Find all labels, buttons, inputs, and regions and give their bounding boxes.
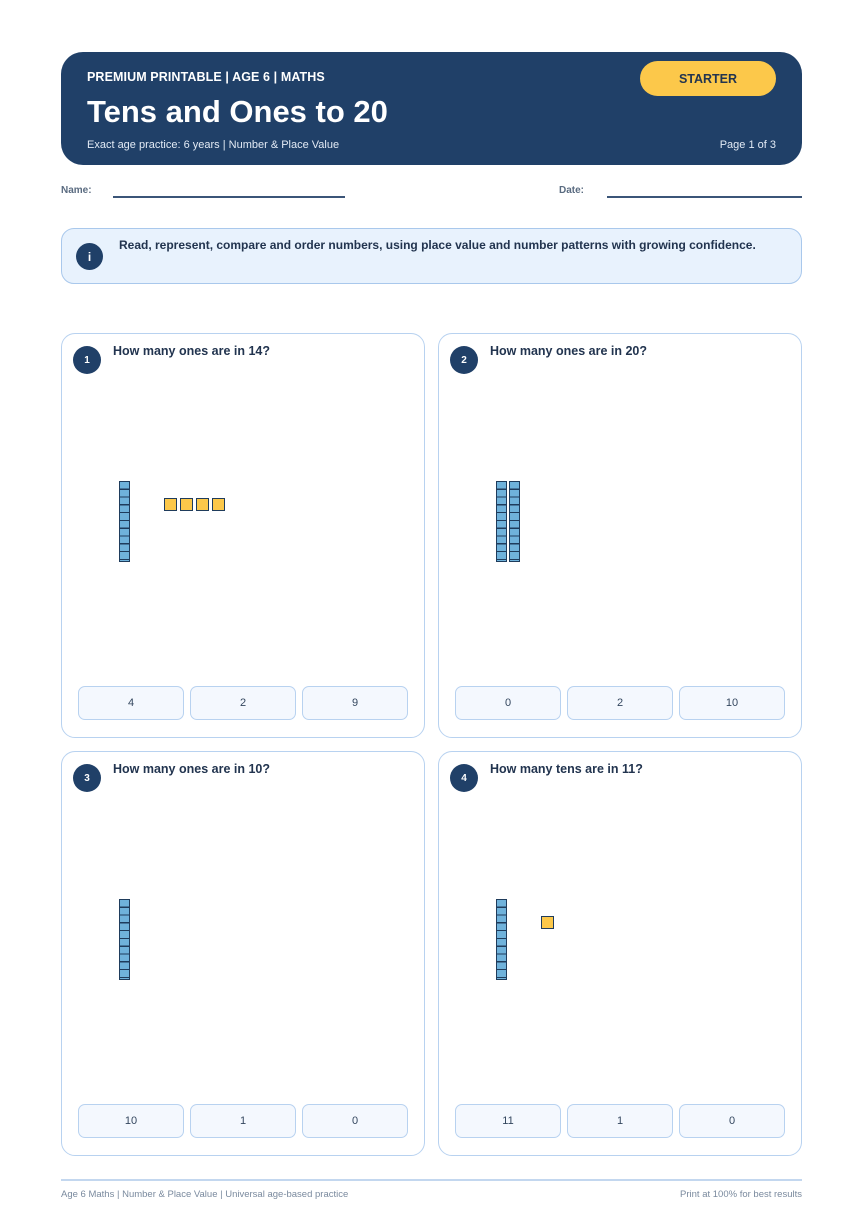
answer-option[interactable]: 0 bbox=[455, 686, 561, 720]
date-label: Date: bbox=[559, 185, 585, 196]
one-cube-block bbox=[541, 916, 554, 929]
name-date-row bbox=[61, 185, 802, 199]
date-field[interactable] bbox=[607, 196, 802, 198]
name-field[interactable] bbox=[113, 196, 345, 198]
answer-options bbox=[78, 686, 408, 720]
ten-rod-block bbox=[119, 899, 130, 980]
ten-rod-block bbox=[496, 481, 507, 562]
ten-rod-block bbox=[119, 481, 130, 562]
footer-divider bbox=[61, 1179, 802, 1181]
answer-option[interactable]: 2 bbox=[190, 686, 296, 720]
one-cube-block bbox=[164, 498, 177, 511]
answer-options bbox=[78, 1104, 408, 1138]
level-badge: STARTER bbox=[640, 61, 776, 96]
question-number: 1 bbox=[73, 346, 101, 374]
question-text: How many tens are in 11? bbox=[490, 762, 643, 776]
answer-option[interactable]: 0 bbox=[679, 1104, 785, 1138]
footer-right-text: Print at 100% for best results bbox=[680, 1189, 802, 1200]
page-indicator: Page 1 of 3 bbox=[719, 139, 776, 151]
learning-objective-text: Read, represent, compare and order numbers, using place value and number patterns with growing confidence. bbox=[119, 238, 756, 252]
question-card-2 bbox=[438, 333, 802, 738]
question-number: 2 bbox=[450, 346, 478, 374]
footer-left-text: Age 6 Maths | Number & Place Value | Universal age-based practice bbox=[61, 1189, 349, 1200]
ten-rod-block bbox=[509, 481, 520, 562]
ten-rod-block bbox=[496, 899, 507, 980]
worksheet-header bbox=[61, 52, 802, 165]
answer-option[interactable]: 9 bbox=[302, 686, 408, 720]
page-title: Tens and Ones to 20 bbox=[87, 94, 388, 129]
header-subtitle: Exact age practice: 6 years | Number & Place Value bbox=[87, 139, 340, 151]
question-card-1 bbox=[61, 333, 425, 738]
learning-objective-box bbox=[61, 228, 802, 284]
question-text: How many ones are in 10? bbox=[113, 762, 270, 776]
answer-options bbox=[455, 1104, 785, 1138]
answer-option[interactable]: 1 bbox=[567, 1104, 673, 1138]
question-card-4 bbox=[438, 751, 802, 1156]
one-cube-block bbox=[212, 498, 225, 511]
answer-option[interactable]: 10 bbox=[78, 1104, 184, 1138]
one-cube-block bbox=[180, 498, 193, 511]
info-icon: i bbox=[76, 243, 103, 270]
answer-option[interactable]: 2 bbox=[567, 686, 673, 720]
answer-option[interactable]: 4 bbox=[78, 686, 184, 720]
one-cube-block bbox=[196, 498, 209, 511]
name-label: Name: bbox=[61, 185, 92, 196]
question-text: How many ones are in 20? bbox=[490, 344, 647, 358]
answer-options bbox=[455, 686, 785, 720]
question-number: 3 bbox=[73, 764, 101, 792]
question-number: 4 bbox=[450, 764, 478, 792]
answer-option[interactable]: 11 bbox=[455, 1104, 561, 1138]
question-card-3 bbox=[61, 751, 425, 1156]
answer-option[interactable]: 10 bbox=[679, 686, 785, 720]
answer-option[interactable]: 0 bbox=[302, 1104, 408, 1138]
answer-option[interactable]: 1 bbox=[190, 1104, 296, 1138]
question-text: How many ones are in 14? bbox=[113, 344, 270, 358]
header-kicker: PREMIUM PRINTABLE | AGE 6 | MATHS bbox=[87, 70, 325, 84]
